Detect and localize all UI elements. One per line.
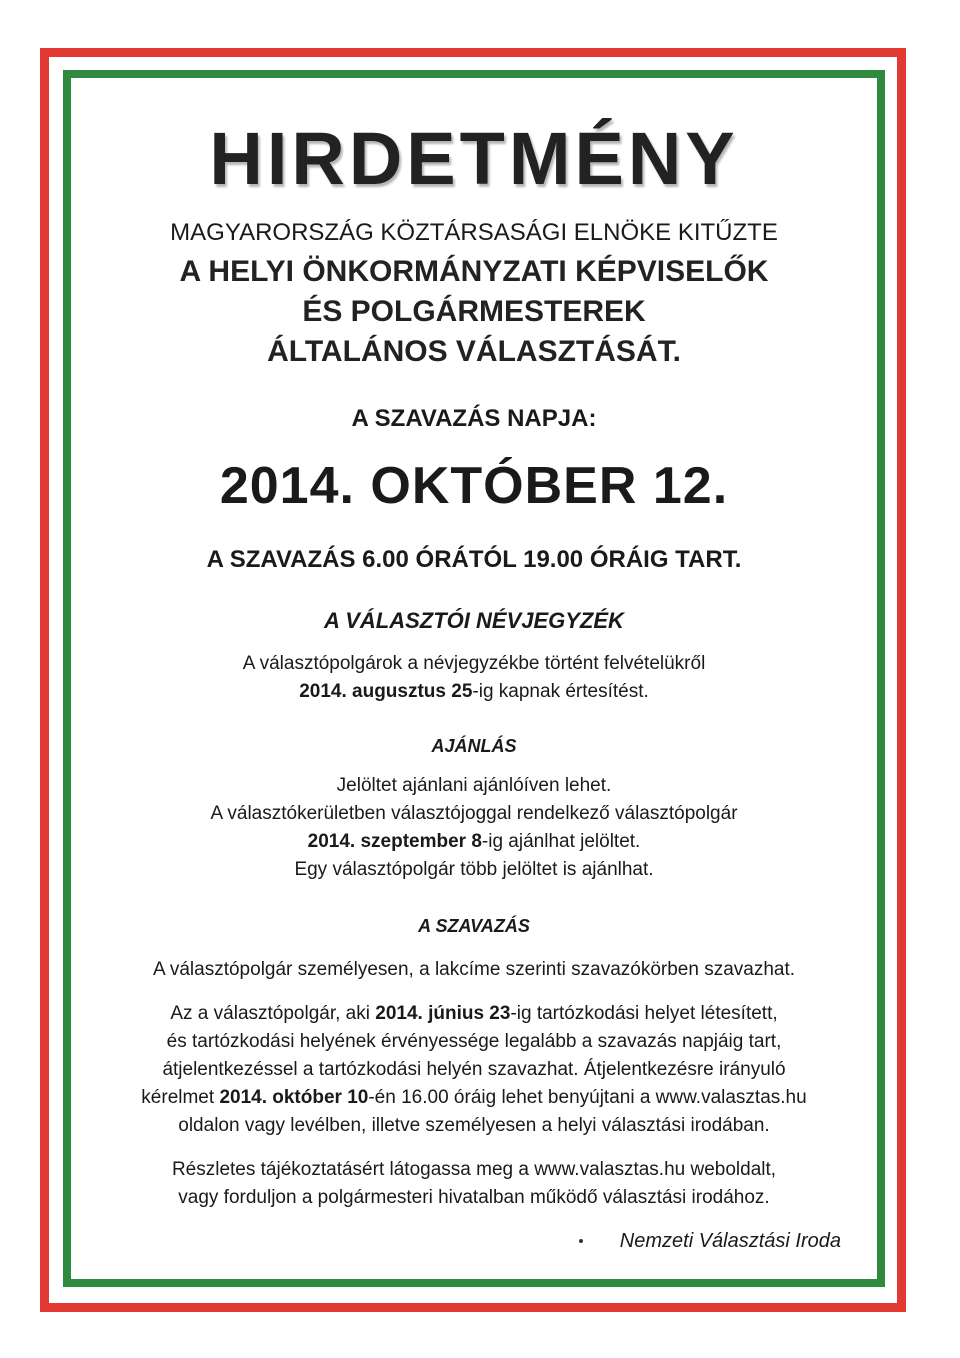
voting-paragraph-line-3: átjelentkezéssel a tartózkodási helyén szavazhat. Átjelentkezésre irányuló [162, 1059, 786, 1080]
notice-subtitle: MAGYARORSZÁG KÖZTÁRSASÁGI ELNÖKE KITŰZTE [170, 219, 778, 246]
register-deadline: 2014. augusztus 25 [299, 681, 473, 702]
nomination-line-4: Egy választópolgár több jelöltet is ajánlhat. [294, 859, 654, 880]
voting-hours: A SZAVAZÁS 6.00 ÓRÁTÓL 19.00 ÓRÁIG TART. [206, 546, 742, 573]
voting-paragraph-line-5: oldalon vagy levélben, illetve személyesen a helyi választási irodában. [178, 1115, 770, 1136]
nomination-deadline: 2014. szeptember 8 [307, 831, 482, 852]
voting-date: 2014. OKTÓBER 12. [219, 457, 729, 515]
voting-p2-start: Az a választópolgár, aki [170, 1003, 376, 1024]
register-section-title: A VÁLASZTÓI NÉVJEGYZÉK [324, 608, 624, 633]
voting-line-1: A választópolgár személyesen, a lakcíme szerinti szavazókörben szavazhat. [152, 959, 796, 980]
voting-paragraph-line-2: és tartózkodási helyének érvényessége legalább a szavazás napjáig tart, [166, 1031, 782, 1052]
register-line-1: A választópolgárok a névjegyzékbe történt felvételükről [242, 653, 706, 674]
voting-section-title: A SZAVAZÁS [418, 916, 530, 936]
headline-line-2: ÉS POLGÁRMESTEREK [302, 295, 646, 328]
voting-section-text [71, 1000, 877, 1140]
register-section-text [71, 650, 877, 706]
headline-line-3: ÁLTALÁNOS VÁLASZTÁSÁT. [267, 335, 681, 368]
notice-title: HIRDETMÉNY [209, 117, 739, 200]
nomination-line-1: Jelöltet ajánlani ajánlóíven lehet. [336, 775, 612, 796]
voting-p4-start: kérelmet [141, 1087, 220, 1108]
register-line-2-rest: -ig kapnak értesítést. [472, 681, 649, 702]
voting-paragraph-line-1 [71, 1000, 877, 1028]
nomination-line-3-rest: -ig ajánlhat jelöltet. [481, 831, 641, 852]
nomination-line-2: A választókerületben választójoggal rendelkező választópolgár [210, 803, 738, 824]
signature: Nemzeti Választási Iroda [619, 1230, 841, 1252]
register-line-2 [71, 678, 877, 706]
nomination-section-title: AJÁNLÁS [431, 736, 517, 756]
transfer-deadline: 2014. október 10 [219, 1087, 369, 1108]
voting-day-label: A SZAVAZÁS NAPJA: [351, 405, 597, 432]
residence-deadline: 2014. június 23 [375, 1003, 511, 1024]
info-text [71, 1156, 877, 1212]
bullet-dot [579, 1239, 583, 1243]
info-line-2: vagy forduljon a polgármesteri hivatalban működő választási irodához. [178, 1187, 770, 1208]
notice-content [71, 78, 877, 1279]
info-line-1: Részletes tájékoztatásért látogassa meg a www.valasztas.hu weboldalt, [171, 1159, 777, 1180]
nomination-section-text [71, 772, 877, 884]
headline-line-1: A HELYI ÖNKORMÁNYZATI KÉPVISELŐK [179, 255, 769, 288]
voting-p2-end: -ig tartózkodási helyet létesített, [510, 1003, 778, 1024]
nomination-line-3 [71, 828, 877, 856]
voting-paragraph-line-4 [71, 1084, 877, 1112]
voting-p4-end: -én 16.00 óráig lehet benyújtani a www.valasztas.hu [368, 1087, 807, 1108]
